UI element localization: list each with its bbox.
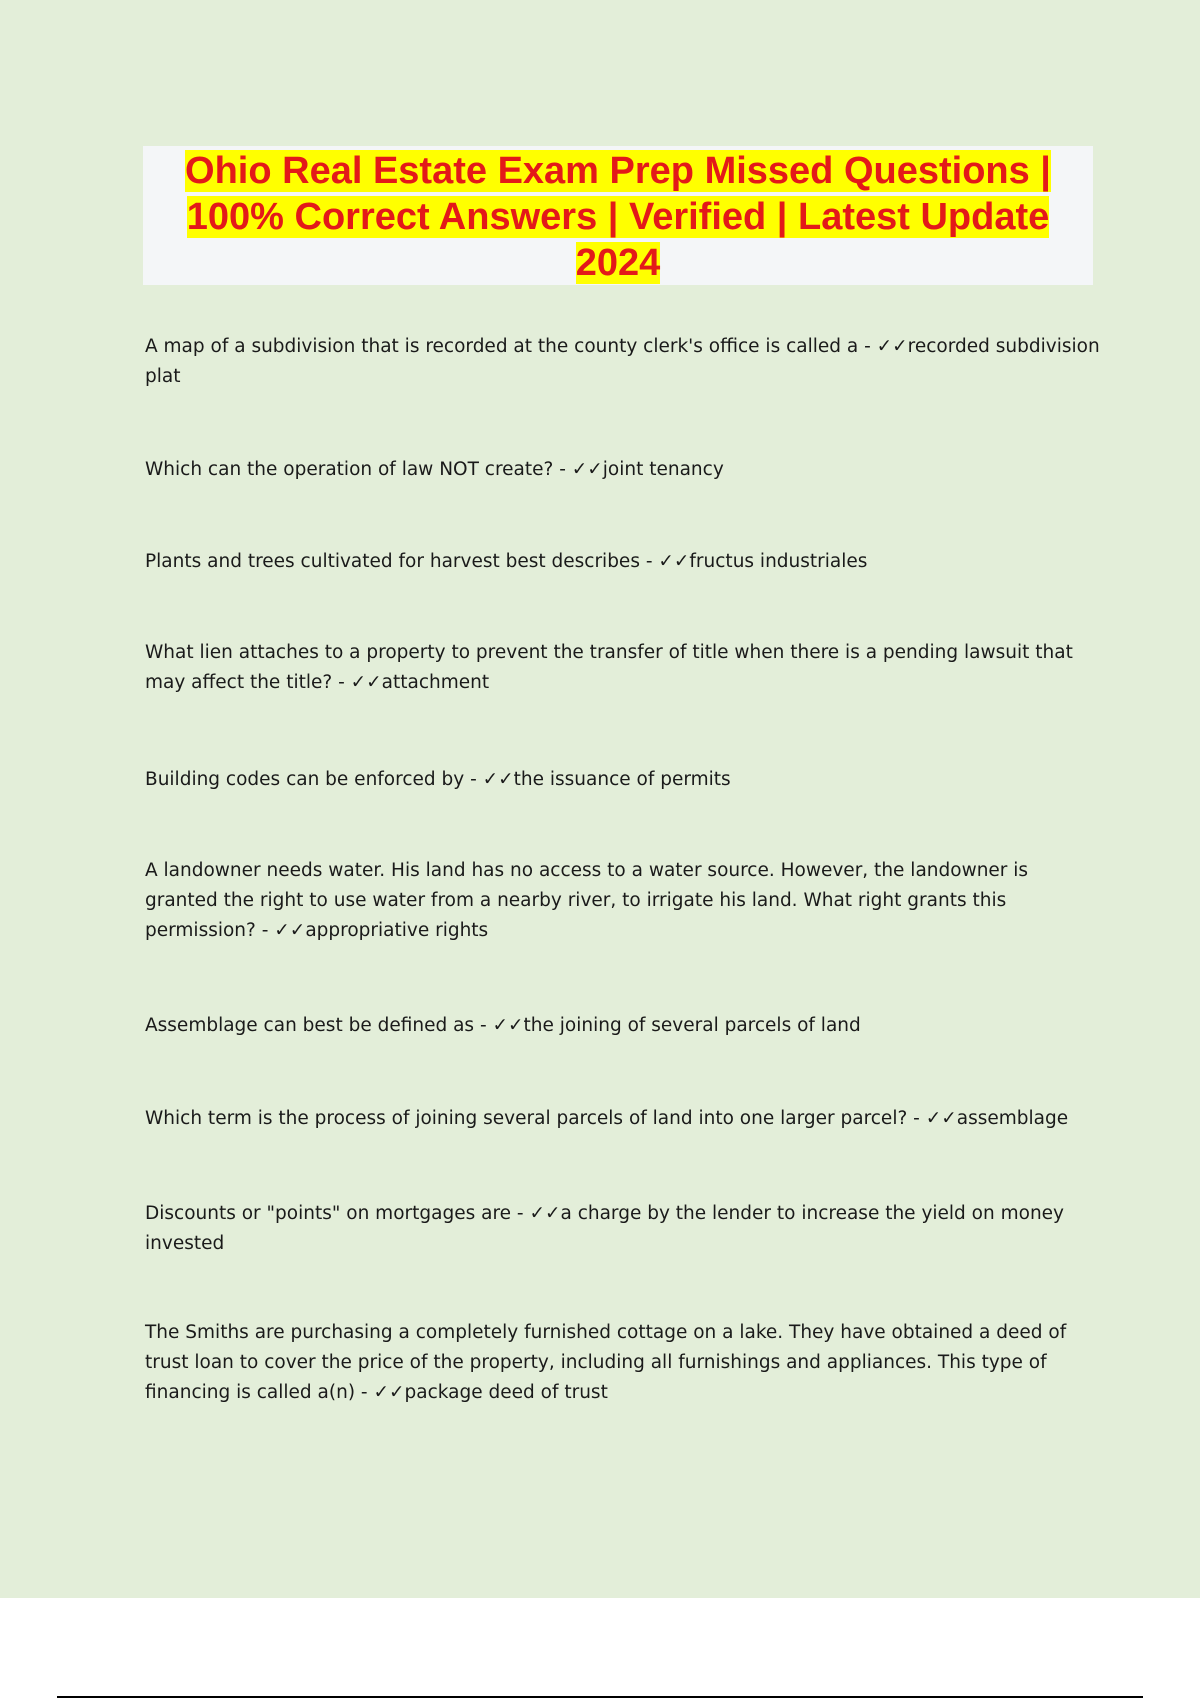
qa-answer: the joining of several parcels of land bbox=[523, 1015, 861, 1036]
qa-answer: assemblage bbox=[956, 1108, 1069, 1129]
qa-question: A map of a subdivision that is recorded at the county clerk's office is called a - bbox=[145, 336, 877, 357]
qa-item bbox=[145, 765, 1105, 795]
qa-question: Which can the operation of law NOT create? - bbox=[145, 459, 572, 480]
qa-answer: fructus industriales bbox=[689, 551, 868, 572]
check-mark-icon: ✓✓ bbox=[274, 920, 306, 941]
check-mark-icon: ✓✓ bbox=[658, 551, 690, 572]
qa-question: Discounts or "points" on mortgages are - bbox=[145, 1203, 530, 1224]
qa-question: Assemblage can best be defined as - bbox=[145, 1015, 493, 1036]
qa-item bbox=[145, 856, 1105, 946]
qa-item bbox=[145, 638, 1105, 698]
qa-answer: appropriative rights bbox=[305, 920, 489, 941]
qa-item bbox=[145, 1104, 1105, 1134]
check-mark-icon: ✓✓ bbox=[529, 1203, 561, 1224]
qa-answer: a charge by the lender to increase the yield on money invested bbox=[145, 1203, 1064, 1254]
qa-question: The Smiths are purchasing a completely furnished cottage on a lake. They have obtained a deed of trust loan to cover the price of the property, including all furnishings and appliances. This type of financing is called a(n) - bbox=[145, 1322, 1067, 1403]
qa-answer: the issuance of permits bbox=[513, 769, 731, 790]
page-separator-line bbox=[57, 1696, 1143, 1698]
check-mark-icon: ✓✓ bbox=[373, 1382, 405, 1403]
qa-item bbox=[145, 455, 1105, 485]
qa-answer: attachment bbox=[381, 672, 490, 693]
qa-question: Which term is the process of joining several parcels of land into one larger parcel? - bbox=[145, 1108, 926, 1129]
qa-question: Plants and trees cultivated for harvest best describes - bbox=[145, 551, 659, 572]
qa-question: What lien attaches to a property to prevent the transfer of title when there is a pending lawsuit that may affect the title? - bbox=[145, 642, 1073, 693]
check-mark-icon: ✓✓ bbox=[482, 769, 514, 790]
check-mark-icon: ✓✓ bbox=[350, 672, 382, 693]
qa-item bbox=[145, 547, 1105, 577]
qa-item bbox=[145, 1318, 1105, 1408]
qa-item bbox=[145, 1199, 1105, 1259]
check-mark-icon: ✓✓ bbox=[571, 459, 603, 480]
check-mark-icon: ✓✓ bbox=[492, 1015, 524, 1036]
document-title bbox=[143, 146, 1093, 286]
check-mark-icon: ✓✓ bbox=[876, 336, 908, 357]
qa-answer: package deed of trust bbox=[404, 1382, 608, 1403]
qa-item bbox=[145, 332, 1105, 392]
title-box bbox=[143, 146, 1093, 285]
check-mark-icon: ✓✓ bbox=[925, 1108, 957, 1129]
qa-answer: recorded subdivision plat bbox=[145, 336, 1100, 387]
qa-question: Building codes can be enforced by - bbox=[145, 769, 483, 790]
title-highlight: Ohio Real Estate Exam Prep Missed Questions | 100% Correct Answers | Verified | Latest Update 2024 bbox=[185, 150, 1051, 284]
qa-answer: joint tenancy bbox=[602, 459, 724, 480]
qa-question: A landowner needs water. His land has no access to a water source. However, the landowner is granted the right to use water from a nearby river, to irrigate his land. What right grants this permission? - bbox=[145, 860, 1029, 941]
qa-item bbox=[145, 1011, 1105, 1041]
